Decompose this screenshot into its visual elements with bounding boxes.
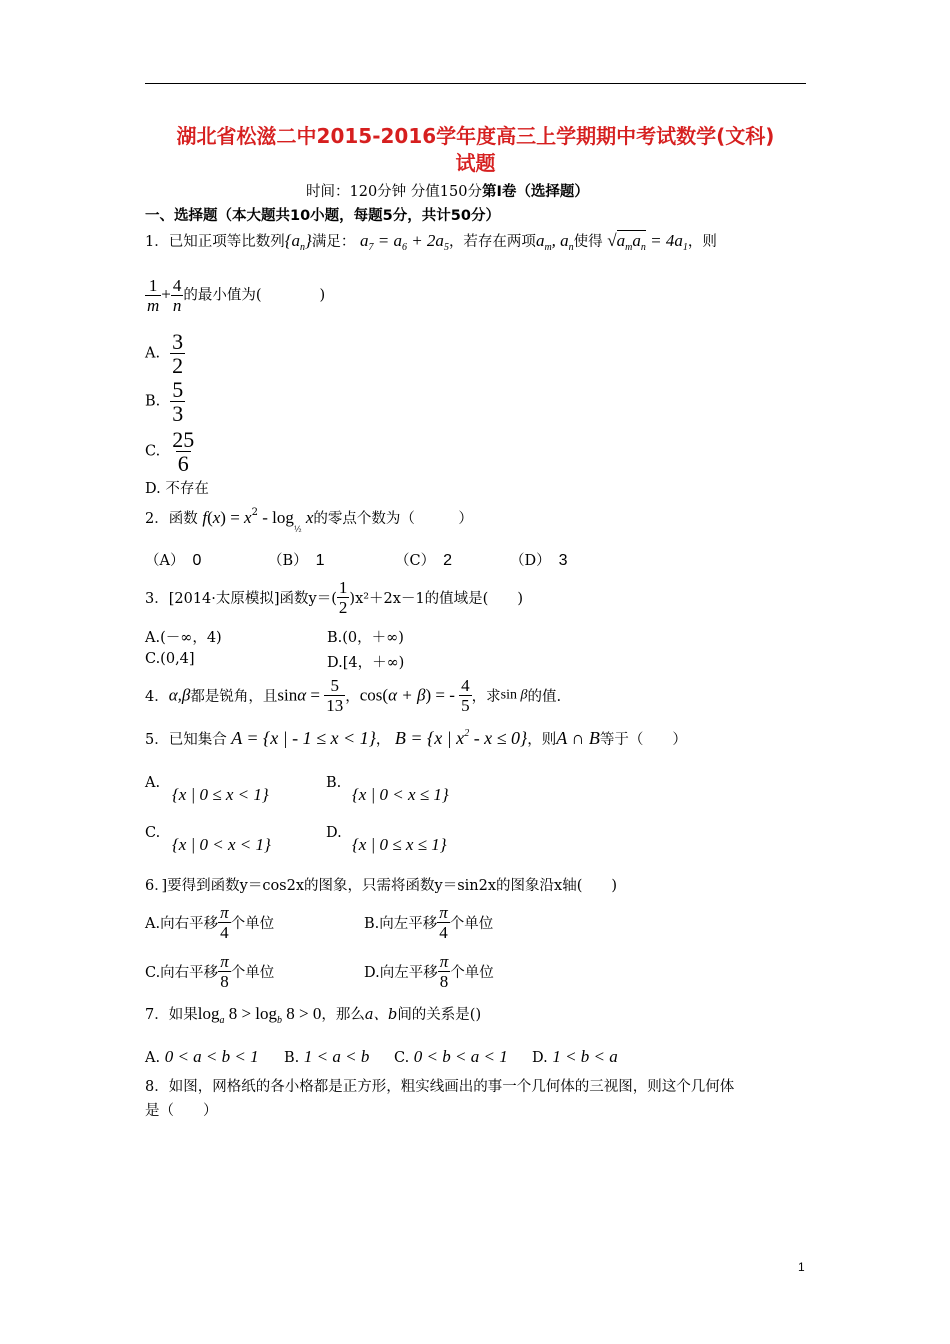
terms-am-an: $a_m$, $a_n$ bbox=[535, 231, 574, 253]
q5-option-b-set: {x | 0 < x ≤ 1} bbox=[352, 785, 449, 804]
q6-option-b[interactable]: B.向左平移 $\frac{\pi}{4}$ 个单位 bbox=[364, 903, 494, 942]
q2-option-b[interactable]: （B） 1 bbox=[268, 552, 325, 569]
question-8-line-2: 是（ ） bbox=[145, 1103, 218, 1119]
formula-sqrt: $√a_ma_n = 4a_1$ bbox=[607, 231, 688, 253]
q1-option-d[interactable]: D. 不存在 bbox=[145, 481, 209, 497]
q1-option-b[interactable]: B. $\frac{5}{3}$ bbox=[145, 377, 184, 426]
q5-option-c[interactable]: C. bbox=[145, 825, 161, 841]
q1-option-a[interactable]: A. $\frac{3}{2}$ bbox=[145, 329, 184, 378]
q7-option-c[interactable]: C. 0 < b < a < 1 bbox=[394, 1047, 508, 1066]
q2-option-c[interactable]: （C） 2 bbox=[395, 552, 453, 569]
question-4-stem: 4．α,β都是锐角，且sinα = $\frac{5}{13}$ ，cos(α + β) = - $\frac{4}{5}$ ，求sin β的值. bbox=[145, 676, 562, 715]
q7-option-d[interactable]: D. 1 < b < a bbox=[532, 1047, 618, 1066]
q2-option-a[interactable]: （A） 0 bbox=[145, 552, 202, 569]
title-line-2: 试题 bbox=[455, 151, 496, 175]
volume-heading: 第I卷（选择题） bbox=[481, 184, 589, 200]
q7-option-b[interactable]: B. 1 < a < b bbox=[284, 1047, 370, 1066]
q5-option-a[interactable]: A. bbox=[145, 775, 161, 791]
question-6-stem: 6．]要得到函数y＝cos2x的图象，只需将函数y＝sin2x的图象沿x轴( ) bbox=[145, 878, 618, 894]
q5-option-d-set: {x | 0 ≤ x ≤ 1} bbox=[352, 835, 447, 854]
exam-info bbox=[306, 180, 589, 201]
q3-option-c[interactable]: C.(0,4] bbox=[145, 651, 195, 667]
question-5-stem: 5．已知集合 A = {x | - 1 ≤ x < 1}， B = {x | $x^2 - x \le 0$}，则A ∩ B等于（ ） bbox=[145, 728, 687, 748]
formula-f-of-x: f bbox=[202, 508, 208, 527]
fraction-5-13: $\frac{5}{13}$ bbox=[326, 676, 344, 715]
q6-option-a[interactable]: A.向右平移 $\frac{\pi}{4}$ 个单位 bbox=[145, 903, 275, 942]
q3-option-a[interactable]: A.(－∞，4) bbox=[145, 630, 222, 646]
q1-option-c[interactable]: C. $\frac{25}{6}$ bbox=[145, 427, 195, 476]
fraction-4-over-n: $\frac{4}{n}$ bbox=[172, 276, 182, 315]
q5-option-c-set: {x | 0 < x < 1} bbox=[172, 835, 271, 854]
title-line-1: 湖北省松滋二中2015-2016学年度高三上学期期中考试数学(文科) bbox=[176, 124, 775, 148]
q5-option-a-set: {x | 0 ≤ x < 1} bbox=[172, 785, 269, 804]
page-number: 1 bbox=[798, 1260, 805, 1274]
question-8-line-1: 8．如图，网格纸的各小格都是正方形，粗实线画出的事一个几何体的三视图，则这个几何体 bbox=[145, 1079, 735, 1095]
exam-time: 时间：120分钟 分值150分 bbox=[306, 184, 482, 200]
question-1-expression: $\frac{1}{m}$ + $\frac{4}{n}$ 的最小值为( ) bbox=[147, 276, 326, 315]
header-rule bbox=[145, 83, 806, 84]
section-heading: 一、选择题（本大题共10小题，每题5分，共计50分） bbox=[145, 208, 500, 224]
fraction-4-5: $\frac{4}{5}$ bbox=[461, 676, 470, 715]
question-1-stem: 1．已知正项等比数列$\{a_n\}$满足： $a_7 = a_6 + 2a_5$，若存在两项$a_m$, $a_n$使得 $√a_ma_n = 4a_1$，则 bbox=[145, 231, 717, 253]
question-7-stem: 7．如果$\log_a 8 > \log_b 8 > 0$，那么a、b间的关系是() bbox=[145, 1004, 482, 1026]
q5-option-b[interactable]: B. bbox=[326, 775, 342, 791]
q6-option-c[interactable]: C.向右平移 $\frac{\pi}{8}$ 个单位 bbox=[145, 952, 275, 991]
formula-log-compare: $\log_a 8 > \log_b 8 > 0$ bbox=[197, 1004, 322, 1026]
intersection-a-b: A ∩ B bbox=[556, 728, 600, 748]
set-b: B = {x | $x^2 - x \le 0$} bbox=[390, 728, 528, 748]
question-3-stem: 3．[2014·太原模拟]函数y＝( $\frac{1}{2}$ )x²＋2x－1的值域是( ) bbox=[145, 578, 523, 617]
q7-option-a[interactable]: A. 0 < a < b < 1 bbox=[145, 1047, 259, 1066]
formula-recurrence: $a_7 = a_6 + 2a_5$ bbox=[359, 231, 449, 253]
fraction-one-half: $\frac{1}{2}$ bbox=[338, 578, 348, 617]
question-2-stem: 2．函数 $f(x) = x^2 - \log_{\frac{1}{2}} x$的零点个数为（ ） bbox=[145, 507, 473, 534]
q3-option-d[interactable]: D.[4，＋∞) bbox=[327, 655, 405, 671]
seq-a-n: $\{a_n\}$ bbox=[284, 231, 312, 253]
q2-option-d[interactable]: （D） 3 bbox=[510, 552, 568, 569]
q3-option-b[interactable]: B.(0，＋∞) bbox=[327, 630, 404, 646]
q5-option-d[interactable]: D. bbox=[326, 825, 342, 841]
q6-option-d[interactable]: D.向左平移 $\frac{\pi}{8}$ 个单位 bbox=[364, 952, 494, 991]
set-a: A = {x | - 1 ≤ x < 1} bbox=[226, 728, 376, 748]
fraction-1-over-m: $\frac{1}{m}$ bbox=[147, 276, 160, 315]
